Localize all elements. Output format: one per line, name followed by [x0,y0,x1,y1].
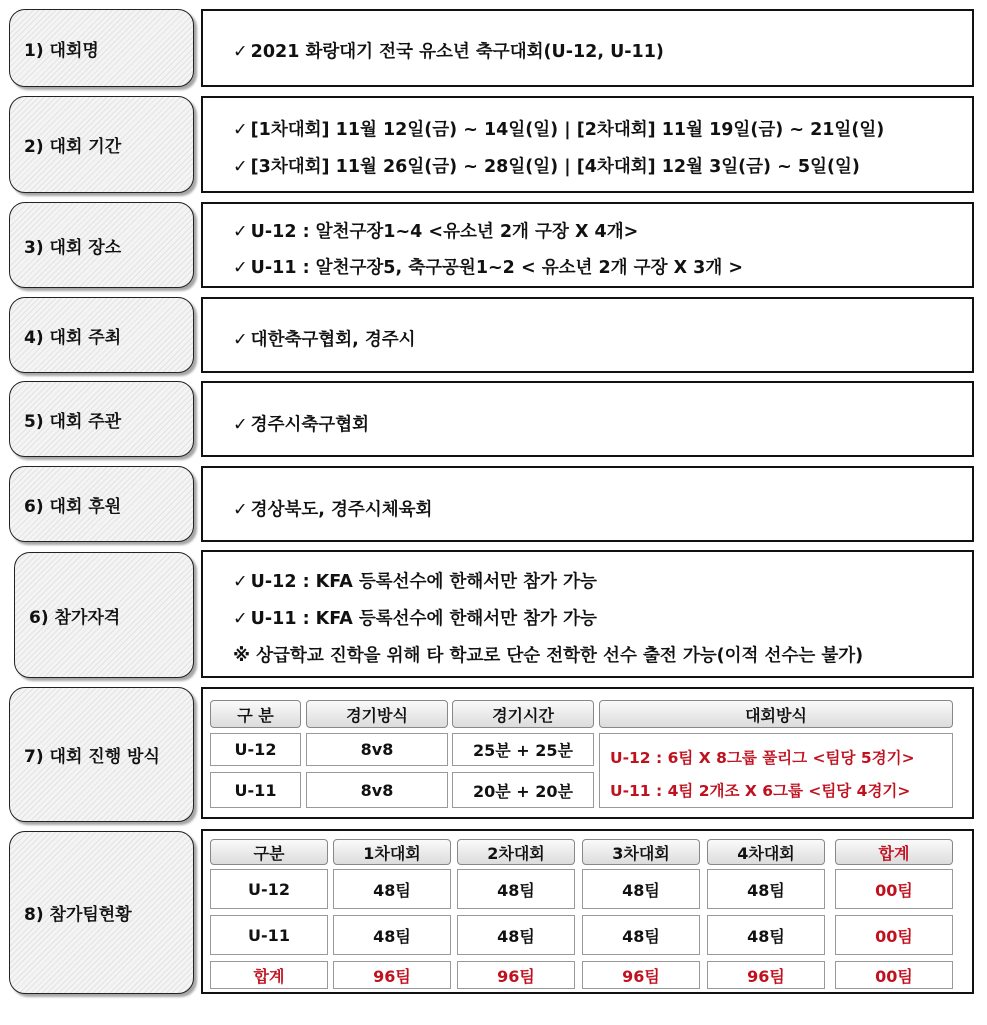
label-sponsor: 6) 대회 후원 [9,466,194,542]
eligibility-line-1: U-12 : KFA 등록선수에 한해서만 참가 가능 [250,572,597,592]
label-eligibility: 6) 참가자격 [14,552,194,678]
label-event-period: 2) 대회 기간 [9,96,194,193]
box-event-period [201,96,974,193]
teams-total-division: 합계 [210,961,328,989]
teams-u11-division: U-11 [210,915,328,955]
teams-total-round4: 96팀 [707,961,825,989]
venue-line-2: U-11 : 알천구장5, 축구공원1~2 < 유소년 2개 구장 X 3개 > [250,258,744,278]
format-u11-division: U-11 [210,772,301,808]
format-u12-match: 8v8 [306,733,448,766]
sponsor-text: 경상북도, 경주시체육회 [250,500,433,520]
teams-u12-round2: 48팀 [457,869,575,909]
teams-u12-division: U-12 [210,869,328,909]
period-line-2: [3차대회] 11월 26일(금) ~ 28일(일) | [4차대회] 12월 3일(금) ~ 5일(일) [250,157,860,177]
event-name-text: 2021 화랑대기 전국 유소년 축구대회(U-12, U-11) [250,42,664,62]
label-event-name: 1) 대회명 [9,9,194,87]
box-organizer [201,297,974,373]
check-icon: ✓ [233,42,248,62]
label-format: 7) 대회 진행 방식 [9,687,194,822]
box-host [201,381,974,457]
check-icon: ✓ [233,330,248,350]
period-line-1: [1차대회] 11월 12일(금) ~ 14일(일) | [2차대회] 11월 19일(금) ~ 21일(일) [250,120,885,140]
host-text: 경주시축구협회 [250,415,370,435]
check-icon: ✓ [233,157,248,177]
check-icon: ✓ [233,222,248,242]
check-icon: ✓ [233,120,248,140]
check-icon: ✓ [233,415,248,435]
check-icon: ✓ [233,609,248,629]
teams-header-round2: 2차대회 [457,839,575,865]
venue-line-1: U-12 : 알천구장1~4 <유소년 2개 구장 X 4개> [250,222,639,242]
teams-header-round1: 1차대회 [333,839,451,865]
box-sponsor [201,466,974,542]
teams-header-total: 합계 [835,839,953,865]
box-format [201,687,974,819]
teams-header-division: 구분 [210,839,328,865]
format-u11-time: 20분 + 20분 [452,772,594,808]
teams-total-round3: 96팀 [582,961,700,989]
format-header-match: 경기방식 [306,700,448,728]
teams-header-round3: 3차대회 [582,839,700,865]
format-header-method: 대회방식 [599,700,953,728]
teams-u11-round2: 48팀 [457,915,575,955]
format-u12-division: U-12 [210,733,301,766]
teams-u12-total: 00팀 [835,869,953,909]
teams-total-total: 00팀 [835,961,953,989]
check-icon: ✓ [233,500,248,520]
method-u12: U-12 : 6팀 X 8그룹 풀리그 <팀당 5경기> [610,749,915,767]
label-organizer: 4) 대회 주최 [9,297,194,373]
teams-header-round4: 4차대회 [707,839,825,865]
method-u11: U-11 : 4팀 2개조 X 6그룹 <팀당 4경기> [610,782,911,800]
format-u11-match: 8v8 [306,772,448,808]
teams-u11-round4: 48팀 [707,915,825,955]
format-u12-time: 25분 + 25분 [452,733,594,766]
box-teams [201,829,974,994]
teams-u11-total: 00팀 [835,915,953,955]
eligibility-line-2: U-11 : KFA 등록선수에 한해서만 참가 가능 [250,609,597,629]
box-eligibility [201,550,974,678]
teams-u12-round3: 48팀 [582,869,700,909]
box-event-name [201,9,974,87]
teams-u12-round1: 48팀 [333,869,451,909]
teams-u11-round1: 48팀 [333,915,451,955]
label-teams: 8) 참가팀현황 [9,831,194,994]
format-header-division: 구 분 [210,700,301,728]
teams-u12-round4: 48팀 [707,869,825,909]
teams-total-round2: 96팀 [457,961,575,989]
teams-u11-round3: 48팀 [582,915,700,955]
box-event-venue [201,202,974,288]
organizer-text: 대한축구협회, 경주시 [250,330,416,350]
label-host: 5) 대회 주관 [9,381,194,457]
check-icon: ✓ [233,572,248,592]
check-icon: ✓ [233,258,248,278]
format-header-time: 경기시간 [452,700,594,728]
label-event-venue: 3) 대회 장소 [9,202,194,288]
eligibility-note: ※ 상급학교 진학을 위해 타 학교로 단순 전학한 선수 출전 가능(이적 선수는 불가) [233,646,864,666]
teams-total-round1: 96팀 [333,961,451,989]
format-method-box [599,733,953,808]
